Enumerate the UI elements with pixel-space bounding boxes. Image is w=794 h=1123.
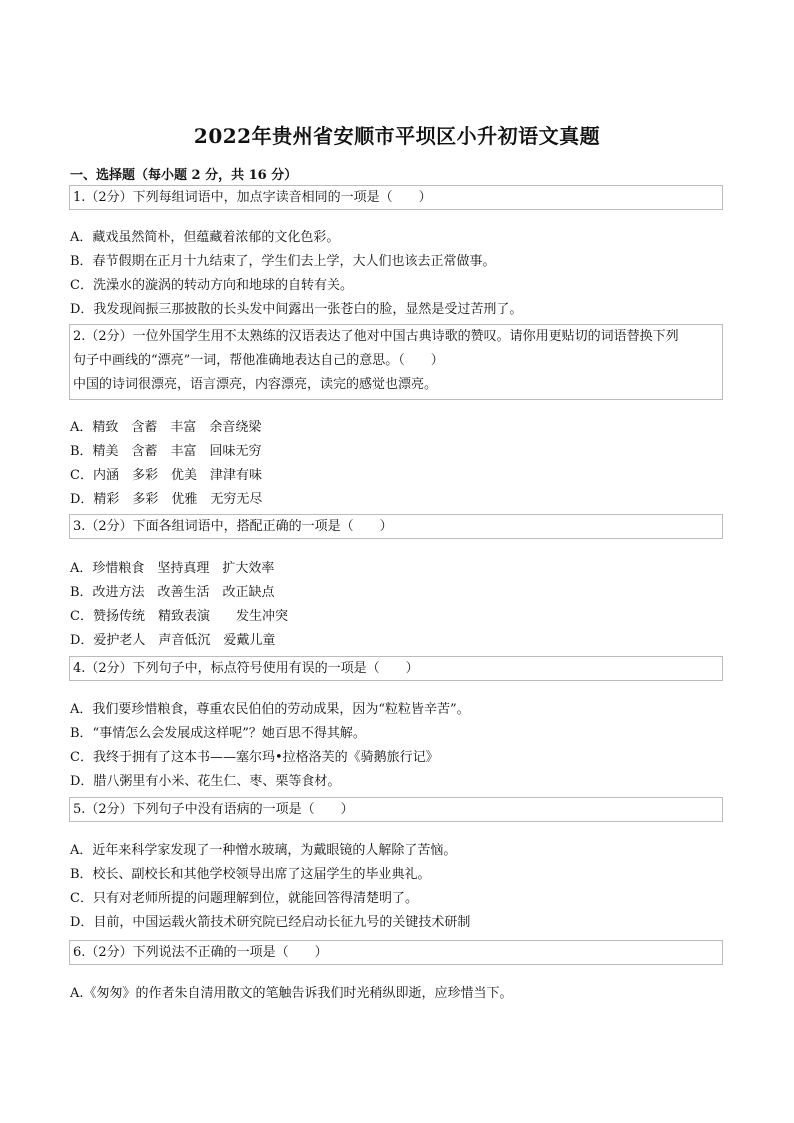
question-1-option-d: D．我发现阎振三那披散的长头发中间露出一张苍白的脸，显然是受过苦刑了。 <box>70 302 523 317</box>
question-5-stem: 5.（2分）下列句子中没有语病的一项是（ ） <box>69 797 723 822</box>
question-2-stem-line-1: 2.（2分）一位外国学生用不太熟练的汉语表达了他对中国古典诗歌的赞叹。请你用更贴切的词语替换下列 <box>73 329 679 344</box>
question-5-option-c: C．只有对老师所提的问题理解到位，就能回答得清楚明了。 <box>70 891 418 906</box>
question-3-option-d: D．爱护老人 声音低沉 爱戴儿童 <box>70 633 276 648</box>
question-3-option-a: A．珍惜粮食 坚持真理 扩大效率 <box>70 561 275 576</box>
section-heading: 一、选择题（每小题 2 分，共 16 分） <box>70 168 298 183</box>
question-2-option-c: C．内涵 多彩 优美 津津有味 <box>70 468 262 483</box>
question-2-option-a: A．精致 含蓄 丰富 余音绕梁 <box>70 420 262 435</box>
question-3-option-b: B．改进方法 改善生活 改正缺点 <box>70 585 275 600</box>
question-3-stem: 3.（2分）下面各组词语中，搭配正确的一项是（ ） <box>69 514 723 539</box>
question-1-option-a: A．藏戏虽然简朴，但蕴藏着浓郁的文化色彩。 <box>70 230 340 245</box>
question-1-option-c: C．洗澡水的漩涡的转动方向和地球的自转有关。 <box>70 278 353 293</box>
question-1-stem: 1.（2分）下列每组词语中，加点字读音相同的一项是（ ） <box>69 185 723 210</box>
question-2-stem <box>69 324 723 400</box>
question-6-stem: 6.（2分）下列说法不正确的一项是（ ） <box>69 940 723 965</box>
question-6-option-a: A.《匆匆》的作者朱自清用散文的笔触告诉我们时光稍纵即逝，应珍惜当下。 <box>70 986 513 1001</box>
question-2-quote: 中国的诗词很漂亮，语言漂亮，内容漂亮，读完的感觉也漂亮。 <box>73 377 438 392</box>
question-5-option-a: A．近年来科学家发现了一种憎水玻璃，为戴眼镜的人解除了苦恼。 <box>70 843 457 858</box>
question-5-option-b: B．校长、副校长和其他学校领导出席了这届学生的毕业典礼。 <box>70 867 431 882</box>
question-4-option-d: D．腊八粥里有小米、花生仁、枣、栗等食材。 <box>70 774 341 789</box>
question-2-option-d: D．精彩 多彩 优雅 无穷无尽 <box>70 492 263 507</box>
question-3-option-c: C．赞扬传统 精致表演 发生冲突 <box>70 609 288 624</box>
question-4-option-b: B．“事情怎么会发展成这样呢”？她百思不得其解。 <box>70 726 366 741</box>
question-2-option-b: B．精美 含蓄 丰富 回味无穷 <box>70 444 262 459</box>
question-4-option-a: A．我们要珍惜粮食，尊重农民伯伯的劳动成果，因为“粒粒皆辛苦”。 <box>70 702 470 717</box>
page-title: 2022年贵州省安顺市平坝区小升初语文真题 <box>193 124 601 148</box>
question-4-stem: 4.（2分）下列句子中，标点符号使用有误的一项是（ ） <box>69 656 723 681</box>
question-4-option-c: C．我终于拥有了这本书——塞尔玛•拉格洛芙的《骑鹅旅行记》 <box>70 750 439 765</box>
question-2-stem-line-2: 句子中画线的“漂亮”一词，帮他准确地表达自己的意思。（ ） <box>73 353 444 368</box>
question-5-option-d: D．目前，中国运载火箭技术研究院已经启动长征九号的关键技术研制 <box>70 915 471 930</box>
question-1-option-b: B．春节假期在正月十九结束了，学生们去上学，大人们也该去正常做事。 <box>70 254 496 269</box>
